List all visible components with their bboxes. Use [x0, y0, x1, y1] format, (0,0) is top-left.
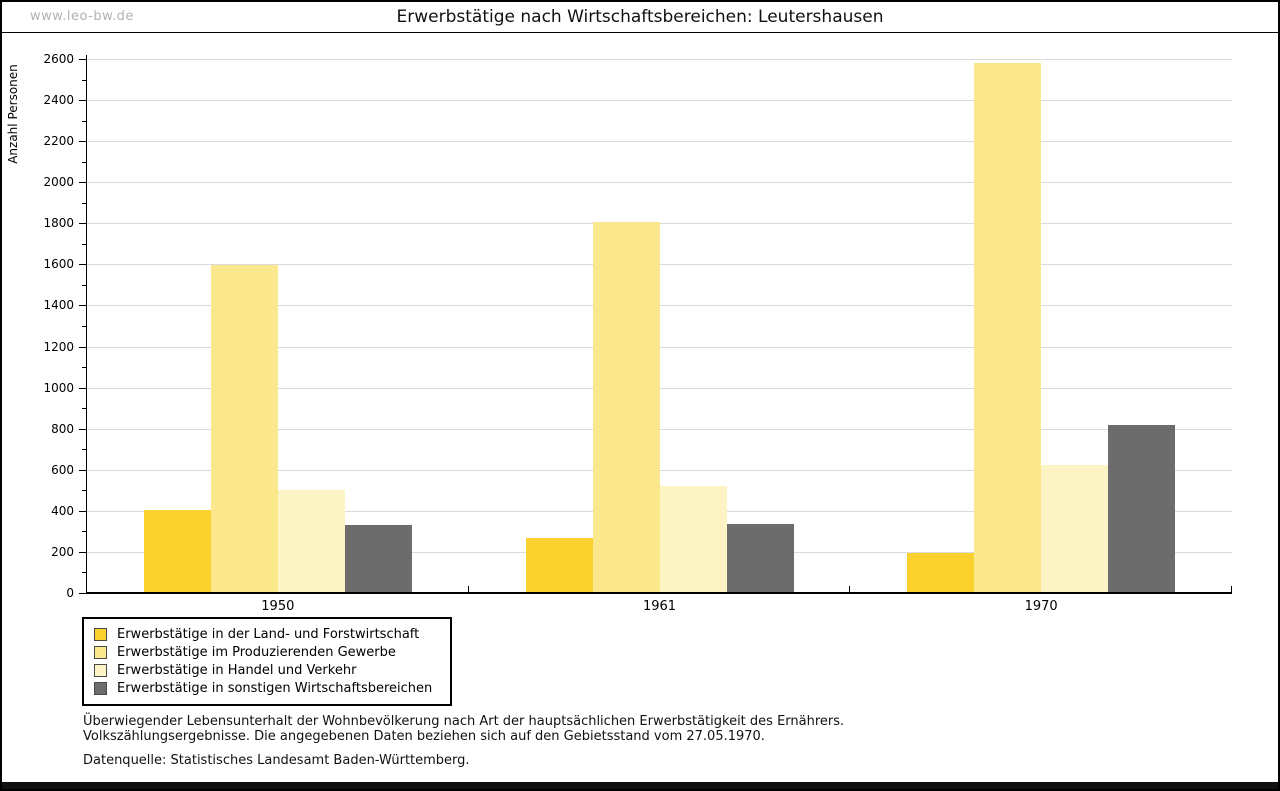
y-tick-label: 2200 — [43, 134, 74, 149]
bar-1950-series-1 — [211, 265, 278, 593]
y-minor-tick — [82, 285, 86, 286]
y-tick-label: 600 — [51, 462, 74, 477]
y-major-tick — [79, 305, 86, 306]
plot-area — [43, 52, 1232, 614]
y-minor-tick — [82, 326, 86, 327]
legend-swatch-land-forstwirtschaft — [94, 628, 107, 641]
legend-box — [82, 617, 452, 706]
y-minor-tick — [82, 367, 86, 368]
y-major-tick — [79, 347, 86, 348]
bar-1950-series-3 — [345, 525, 412, 593]
gridline — [87, 59, 1232, 60]
y-minor-tick — [82, 408, 86, 409]
y-tick-label: 1200 — [43, 339, 74, 354]
bar-1950-series-0 — [144, 510, 211, 593]
gridline — [87, 141, 1232, 142]
bar-1961-series-1 — [593, 222, 660, 593]
y-tick-label: 2400 — [43, 93, 74, 108]
x-category-label: 1970 — [1024, 599, 1058, 614]
y-major-tick — [79, 429, 86, 430]
watermark-leo-bw: www.leo-bw.de — [30, 9, 134, 24]
y-tick-label: 1800 — [43, 216, 74, 231]
y-minor-tick — [82, 490, 86, 491]
legend-swatch-handel-verkehr — [94, 664, 107, 677]
y-major-tick — [79, 264, 86, 265]
footnote-line-1: Überwiegender Lebensunterhalt der Wohnbevölkerung nach Art der hauptsächlichen Erwerbstätigkeit des Ernährers. — [83, 714, 845, 729]
y-axis-label: Anzahl Personen — [6, 64, 20, 164]
footnote — [83, 714, 844, 744]
legend-label: Erwerbstätige in Handel und Verkehr — [117, 663, 357, 679]
gridline — [87, 223, 1232, 224]
gridline — [87, 100, 1232, 101]
y-tick-label: 1600 — [43, 257, 74, 272]
y-major-tick — [79, 100, 86, 101]
title-divider — [2, 32, 1278, 33]
y-minor-tick — [82, 121, 86, 122]
bar-1970-series-0 — [907, 553, 974, 593]
x-category-label: 1950 — [261, 599, 295, 614]
y-minor-tick — [82, 80, 86, 81]
legend-label: Erwerbstätige in sonstigen Wirtschaftsbereichen — [117, 681, 433, 697]
x-category-label: 1961 — [642, 599, 677, 614]
y-minor-tick — [82, 203, 86, 204]
x-boundary-tick — [1231, 586, 1232, 593]
y-major-tick — [79, 593, 86, 594]
y-axis-line — [86, 55, 87, 593]
legend-swatch-sonstige-bereiche — [94, 682, 107, 695]
bar-1961-series-2 — [660, 486, 727, 593]
legend-row — [94, 663, 440, 678]
y-major-tick — [79, 59, 86, 60]
y-minor-tick — [82, 449, 86, 450]
legend-row — [94, 681, 440, 696]
y-tick-label: 1400 — [43, 298, 74, 313]
bottom-black-bar — [2, 782, 1278, 789]
footnote-line-2: Volkszählungsergebnisse. Die angegebenen Daten beziehen sich auf den Gebietsstand vom 27.05.1970. — [83, 729, 765, 744]
bar-1961-series-0 — [526, 538, 593, 593]
y-tick-label: 2000 — [43, 175, 74, 190]
legend-row — [94, 645, 440, 660]
bar-1961-series-3 — [727, 524, 794, 593]
legend-row — [94, 627, 440, 642]
bar-1970-series-3 — [1108, 425, 1175, 593]
y-major-tick — [79, 552, 86, 553]
y-major-tick — [79, 223, 86, 224]
x-boundary-tick — [849, 586, 850, 593]
y-major-tick — [79, 388, 86, 389]
bar-1950-series-2 — [278, 490, 345, 593]
bar-1970-series-2 — [1041, 465, 1108, 593]
y-tick-label: 0 — [66, 586, 74, 600]
x-axis-line — [86, 592, 1232, 594]
y-major-tick — [79, 470, 86, 471]
y-minor-tick — [82, 244, 86, 245]
gridline — [87, 182, 1232, 183]
y-minor-tick — [82, 531, 86, 532]
legend-swatch-produzierendes-gewerbe — [94, 646, 107, 659]
legend-label: Erwerbstätige in der Land- und Forstwirtschaft — [117, 626, 420, 642]
x-boundary-tick — [468, 586, 469, 593]
y-minor-tick — [82, 162, 86, 163]
y-major-tick — [79, 141, 86, 142]
chart-title: Erwerbstätige nach Wirtschaftsbereichen: Leutershausen — [396, 7, 884, 27]
y-minor-tick — [82, 572, 86, 573]
y-major-tick — [79, 182, 86, 183]
y-tick-label: 400 — [51, 503, 74, 518]
bar-1970-series-1 — [974, 63, 1041, 593]
y-tick-label: 800 — [51, 421, 74, 436]
y-tick-label: 200 — [51, 544, 74, 559]
legend-label: Erwerbstätige im Produzierenden Gewerbe — [117, 644, 396, 660]
y-tick-label: 2600 — [43, 52, 74, 66]
data-source-note: Datenquelle: Statistisches Landesamt Baden-Württemberg. — [83, 753, 470, 768]
y-major-tick — [79, 511, 86, 512]
y-tick-label: 1000 — [43, 380, 74, 395]
